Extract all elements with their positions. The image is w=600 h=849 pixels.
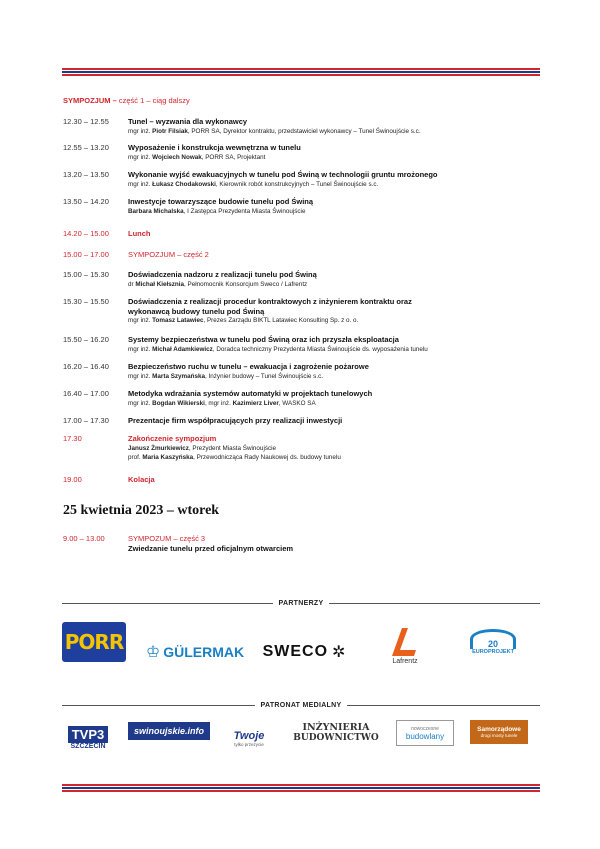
lafrentz-logo: Lafrentz	[380, 624, 430, 668]
europrojekt-logo: 20 EUROPROJEKT	[462, 624, 524, 660]
bottom-stripes	[62, 784, 540, 793]
gulermak-logo: ♔ GÜLERMAK	[145, 644, 245, 661]
porr-logo: PORR	[62, 622, 126, 662]
sweco-logo: SWECO ✲	[262, 643, 346, 661]
twoje-radio-logo: Twoje tylko przeżycie	[233, 729, 265, 747]
media-divider: PATRONAT MEDIALNY	[62, 702, 540, 709]
inzynieria-budownictwo-logo: INŻYNIERIA BUDOWNICTWO	[293, 722, 379, 743]
lafrentz-mark-icon	[390, 628, 420, 658]
swinoujskie-info-logo: swinoujskie.info	[128, 722, 210, 740]
top-stripes	[62, 68, 540, 77]
nowoczesne-budownictwo-logo: nowoczesne budowlany	[396, 720, 454, 746]
samorzadowe-drogi-logo: Samorządowe drogi mosty tunele	[470, 720, 528, 744]
section-title-symposium-1-cont: SYMPOZJUM – część 1 – ciąg dalszy	[63, 96, 190, 105]
day-heading: 25 kwietnia 2023 – wtorek	[63, 503, 220, 518]
tvp3-logo: TVP3 SZCZECIN	[62, 720, 114, 756]
partners-divider: PARTNERZY	[62, 600, 540, 607]
